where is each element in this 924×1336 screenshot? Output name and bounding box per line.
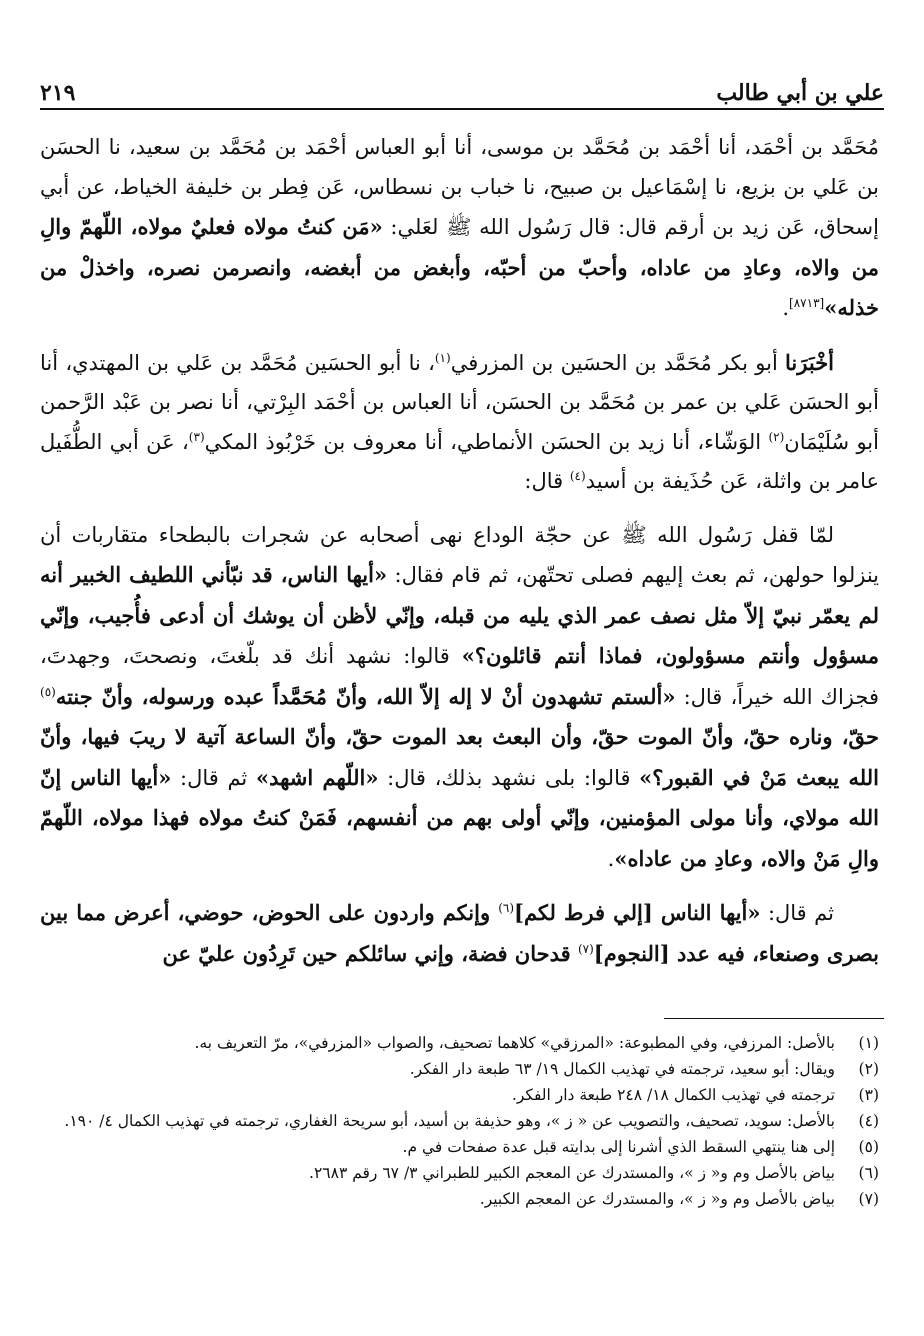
page-number: ٢١٩ <box>40 80 76 106</box>
text: ثم قال: <box>760 901 834 925</box>
quote: «مَن كنتُ مولاه فعليٌ مولاه، اللّهمّ والِ من والاه، وعادِ من عاداه، وأحبّ من أحبّه، وأبغض من أبغضه، وانصرمن نصره، واخذلْ من خذله» <box>40 214 879 320</box>
footnote <box>40 1160 879 1186</box>
footnote <box>40 1056 879 1082</box>
footnote-ref[interactable]: (٧) <box>577 941 594 956</box>
footnote <box>40 1134 879 1160</box>
footnote-number: (٦) <box>858 1164 879 1182</box>
chain-lead: أخْبَرَنا <box>785 349 835 375</box>
text: قالوا: نشهد أنك قد بلّغتَ، ونصحتَ، وجهدتَ، فجزاك الله خيراً، قال: <box>40 644 879 709</box>
text: قالوا: بلى نشهد بذلك، قال: <box>378 765 640 790</box>
footnote-ref[interactable]: (١) <box>434 350 451 365</box>
footnote-text: بياض بالأصل وم و« ز »، والمستدرك عن المعجم الكبير. <box>479 1190 835 1208</box>
footnote-number: (٧) <box>858 1190 879 1208</box>
paragraph-2 <box>40 343 879 502</box>
footnote-number: (١) <box>858 1034 879 1052</box>
footnote-text: بالأصل: سويد، تصحيف، والتصويب عن « ز »، وهو حذيفة بن أسيد، أبو سريحة الغفاري، ترجمته في تهذيب الكمال ٤/ ١٩٠. <box>64 1112 835 1130</box>
footnote-text: ترجمته في تهذيب الكمال ١٨/ ٢٤٨ طبعة دار الفكر. <box>511 1086 835 1104</box>
text: ، عَن أبي الطُّفَيل عامر بن واثلة، عَن حُذَيفة بن أسيد <box>40 429 879 493</box>
text: . <box>607 846 615 871</box>
quote: «ألستم تشهدون أنْ لا إله إلاّ الله، وأنّ مُحَمَّداً عبده ورسوله، وأنّ جنته <box>55 683 676 709</box>
footnote-text: بياض بالأصل وم و« ز »، والمستدرك عن المعجم الكبير للطبراني ٣/ ٦٧ رقم ٢٦٨٣. <box>309 1164 835 1182</box>
hadith-ref: [٨٧١٣] <box>789 296 825 310</box>
footnote-ref[interactable]: (٣) <box>188 429 205 444</box>
footnote-number: (٣) <box>858 1086 879 1104</box>
main-text <box>40 128 879 974</box>
quote: «أيها الناس، قد نبّأني اللطيف الخبير أنه لم يعمّر نبيّ إلاّ مثل نصف عمر الذي يليه من قبله، وإنّي لأظن أن يوشك أن أدعى فأُجيب، وإنّي مسؤول وأنتم مسؤولون، فماذا أنتم قائلون؟» <box>40 562 879 668</box>
footnote-ref[interactable]: (٤) <box>569 469 586 483</box>
quote: «أيها الناس إنّ الله مولاي، وأنا مولى المؤمنين، وإنّي أولى بهم من أنفسهم، فَمَنْ كنتُ مولاه فهذا مولاه، اللّهمّ والِ مَنْ والاه، وعادِ من عاداه» <box>40 764 879 871</box>
footnotes <box>40 1030 879 1212</box>
text: لمّا قفل رَسُول الله ﷺ عن حجّة الوداع نهى أصحابه عن شجرات بالبطحاء متقاربات أن ينزلوا حولهن، ثم بعث إليهم فصلى تحتّهن، ثم قام فقال: <box>40 522 879 587</box>
footnote-ref[interactable]: (٢) <box>768 429 785 444</box>
paragraph-3 <box>40 516 879 880</box>
footnote-text: ويقال: أبو سعيد، ترجمته في تهذيب الكمال ١٩/ ٦٣ طبعة دار الفكر. <box>409 1060 835 1078</box>
footnote <box>40 1108 879 1134</box>
running-title: علي بن أبي طالب <box>716 80 884 106</box>
text: الوَشّاء، أنا زيد بن الحسَن الأنماطي، أنا معروف بن خَرْبُوذ المكي <box>204 429 769 454</box>
footnote-number: (٤) <box>858 1112 879 1130</box>
footnote-separator <box>664 1018 884 1019</box>
quote: وإنكم واردون على الحوض، حوضي، أعرض مما بين بصرى وصنعاء، فيه عدد [النجوم] <box>40 900 879 966</box>
footnote-ref[interactable]: (٥) <box>40 684 56 699</box>
footnote-text: إلى هنا ينتهي السقط الذي أشرنا إلى بدايته قبل عدة صفحات في م. <box>402 1138 835 1156</box>
footnote-text: بالأصل: المرزفي، وفي المطبوعة: «المرزقي» كلاهما تصحيف، والصواب «المزرفي»، مرّ التعريف به. <box>194 1034 835 1052</box>
header-rule <box>40 108 884 110</box>
footnote-number: (٢) <box>858 1060 879 1078</box>
quote: حقّ، وناره حقّ، وأنّ الموت حقّ، وأن البعث بعد الموت حقّ، وأنّ الساعة آتية لا ريبَ فيها، وأنّ الله يبعث مَنْ في القبور؟» <box>40 724 879 790</box>
quote: قدحان فضة، وإني سائلكم حين تَرِدُون عليّ عن <box>162 940 578 966</box>
text: قال: <box>524 469 570 493</box>
footnote-ref[interactable]: (٦) <box>498 901 515 915</box>
text: مُحَمَّد بن أحْمَد، أنا أحْمَد بن مُحَمَّد بن موسى، أنا أبو العباس أحْمَد بن مُحَمَّد بن سعيد، نا الحسَن بن عَلي بن بزيع، نا إسْمَاعيل بن صبيح، نا خباب بن نسطاس، عَن فِطر بن خليفة الخياط، عن أبي إسحاق، عَن زيد بن أرقم قال: قال رَسُول الله ﷺ لعَلي: <box>40 135 879 239</box>
footnote <box>40 1030 879 1056</box>
footnote-number: (٥) <box>858 1138 879 1156</box>
text: ثم قال: <box>171 765 256 790</box>
paragraph-4 <box>40 893 879 974</box>
running-header <box>40 68 884 106</box>
paragraph-1 <box>40 128 879 329</box>
footnote <box>40 1186 879 1212</box>
footnote <box>40 1082 879 1108</box>
text: أبو بكر مُحَمَّد بن الحسَين بن المزرفي <box>450 350 786 375</box>
text: . <box>782 296 790 320</box>
text: ، نا أبو الحسَين مُحَمَّد بن عَلي بن المهتدي، أنا أبو الحسَن عَلي بن عمر بن مُحَمَّد بن الحسَن، أنا العباس بن أحْمَد البِرْتي، أنا نصر بن عَبْد الرَّحمن أبو سُلَيْمَان <box>40 350 879 454</box>
quote: «أيها الناس [إلي فرط لكم] <box>514 900 761 925</box>
quote: «اللّهم اشهد» <box>255 764 379 790</box>
